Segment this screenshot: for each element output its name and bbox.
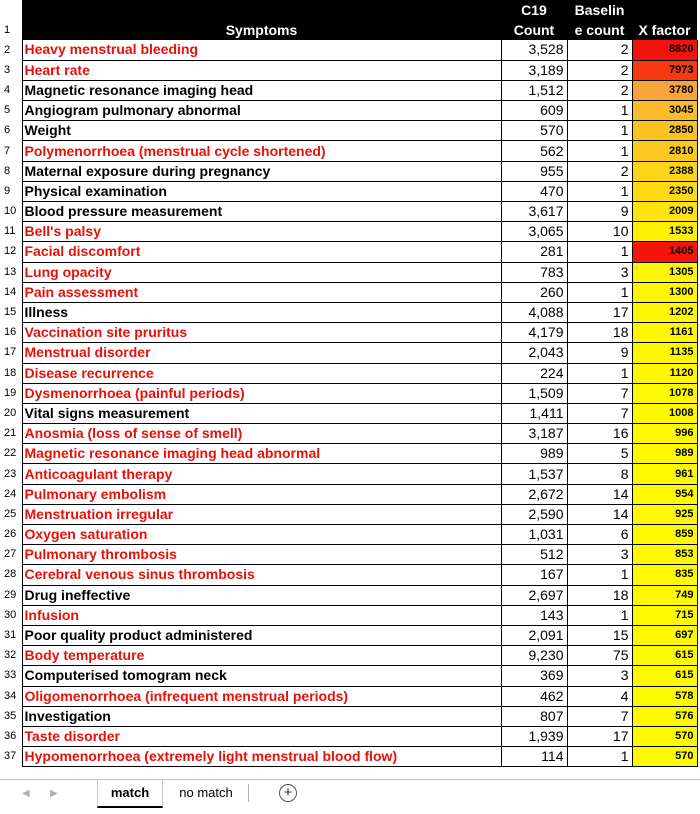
baseline-count-cell[interactable]: 1 (567, 747, 632, 767)
row-number[interactable]: 35 (4, 709, 17, 722)
xfactor-cell[interactable]: 3780 (632, 80, 697, 100)
baseline-count-cell[interactable]: 8 (567, 464, 632, 484)
symptom-cell[interactable]: Physical examination (22, 181, 501, 201)
xfactor-cell[interactable]: 570 (632, 747, 697, 767)
table-row (0, 625, 697, 645)
sheet-tab-bar (0, 779, 700, 814)
symptom-cell[interactable]: Dysmenorrhoea (painful periods) (22, 383, 501, 403)
symptom-cell[interactable]: Facial discomfort (22, 242, 501, 262)
symptom-cell[interactable]: Taste disorder (22, 726, 501, 746)
c19-count-cell[interactable]: 3,065 (501, 222, 567, 242)
c19-count-cell[interactable]: 143 (501, 605, 567, 625)
xfactor-cell[interactable]: 570 (632, 726, 697, 746)
header-c19-line2: Count (513, 22, 555, 38)
baseline-count-cell[interactable]: 3 (567, 666, 632, 686)
xfactor-cell[interactable]: 2810 (632, 141, 697, 161)
table-row (0, 101, 697, 121)
c19-count-cell[interactable]: 3,617 (501, 202, 567, 222)
baseline-count-cell[interactable]: 1 (567, 282, 632, 302)
header-baseline-line2: e count (574, 22, 625, 38)
symptom-cell[interactable]: Hypomenorrhoea (extremely light menstrual blood flow) (22, 747, 501, 767)
baseline-count-cell[interactable]: 18 (567, 585, 632, 605)
symptom-cell[interactable]: Vaccination site pruritus (22, 323, 501, 343)
baseline-count-cell[interactable]: 17 (567, 726, 632, 746)
row-number[interactable]: 12 (4, 245, 17, 258)
baseline-count-cell[interactable]: 1 (567, 121, 632, 141)
c19-count-cell[interactable]: 281 (501, 242, 567, 262)
row-number[interactable]: 28 (4, 568, 17, 581)
table-row (0, 80, 697, 100)
row-number[interactable]: 25 (4, 507, 17, 520)
baseline-count-cell[interactable]: 2 (567, 161, 632, 181)
symptom-cell[interactable]: Magnetic resonance imaging head abnormal (22, 444, 501, 464)
symptom-cell[interactable]: Polymenorrhoea (menstrual cycle shortened) (22, 141, 501, 161)
baseline-count-cell[interactable]: 6 (567, 525, 632, 545)
baseline-count-cell[interactable]: 18 (567, 323, 632, 343)
symptom-cell[interactable]: Computerised tomogram neck (22, 666, 501, 686)
baseline-count-cell[interactable]: 1 (567, 242, 632, 262)
table-row (0, 424, 697, 444)
table-row (0, 464, 697, 484)
row-number[interactable]: 16 (4, 326, 17, 339)
row-number[interactable]: 11 (4, 225, 16, 238)
c19-count-cell[interactable]: 114 (501, 747, 567, 767)
table-row (0, 383, 697, 403)
xfactor-cell[interactable]: 996 (632, 424, 697, 444)
row-number[interactable]: 8 (4, 164, 11, 177)
symptom-cell[interactable]: Infusion (22, 605, 501, 625)
baseline-count-cell[interactable]: 2 (567, 40, 632, 60)
c19-count-cell[interactable]: 9,230 (501, 646, 567, 666)
c19-count-cell[interactable]: 955 (501, 161, 567, 181)
symptom-cell[interactable]: Anosmia (loss of sense of smell) (22, 424, 501, 444)
baseline-count-cell[interactable]: 1 (567, 565, 632, 585)
baseline-count-cell[interactable]: 5 (567, 444, 632, 464)
c19-count-cell[interactable]: 3,187 (501, 424, 567, 444)
c19-count-cell[interactable]: 1,509 (501, 383, 567, 403)
xfactor-cell[interactable]: 1120 (632, 363, 697, 383)
c19-count-cell[interactable]: 4,179 (501, 323, 567, 343)
table-row (0, 706, 697, 726)
table-row (0, 121, 697, 141)
baseline-count-cell[interactable]: 17 (567, 302, 632, 322)
symptom-cell[interactable]: Angiogram pulmonary abnormal (22, 101, 501, 121)
row-number[interactable]: 24 (4, 487, 17, 500)
row-number[interactable]: 18 (4, 366, 17, 379)
baseline-count-cell[interactable]: 1 (567, 101, 632, 121)
table-row (0, 605, 697, 625)
symptom-cell[interactable]: Investigation (22, 706, 501, 726)
symptom-cell[interactable]: Cerebral venous sinus thrombosis (22, 565, 501, 585)
xfactor-cell[interactable]: 835 (632, 565, 697, 585)
table-row (0, 60, 697, 80)
symptom-cell[interactable]: Blood pressure measurement (22, 202, 501, 222)
symptom-cell[interactable]: Menstrual disorder (22, 343, 501, 363)
c19-count-cell[interactable]: 1,411 (501, 403, 567, 423)
c19-count-cell[interactable]: 1,939 (501, 726, 567, 746)
header-c19-line1: C19 (521, 2, 547, 18)
tab-no-match[interactable]: no match (179, 785, 233, 800)
symptom-cell[interactable]: Pain assessment (22, 282, 501, 302)
row-number[interactable]: 3 (4, 63, 11, 76)
c19-count-cell[interactable]: 2,043 (501, 343, 567, 363)
c19-count-cell[interactable]: 1,537 (501, 464, 567, 484)
row-number[interactable]: 4 (4, 83, 11, 96)
header-baseline-count[interactable] (567, 0, 632, 40)
symptom-cell[interactable]: Anticoagulant therapy (22, 464, 501, 484)
xfactor-cell[interactable]: 1300 (632, 282, 697, 302)
c19-count-cell[interactable]: 2,590 (501, 504, 567, 524)
row-number[interactable]: 13 (4, 265, 17, 278)
xfactor-cell[interactable]: 8820 (632, 40, 697, 60)
c19-count-cell[interactable]: 167 (501, 565, 567, 585)
table-row (0, 444, 697, 464)
c19-count-cell[interactable]: 462 (501, 686, 567, 706)
table-row (0, 40, 697, 60)
xfactor-cell[interactable]: 615 (632, 666, 697, 686)
symptom-cell[interactable]: Drug ineffective (22, 585, 501, 605)
xfactor-cell[interactable]: 2350 (632, 181, 697, 201)
table-row (0, 262, 697, 282)
c19-count-cell[interactable]: 570 (501, 121, 567, 141)
prev-sheet-arrow-icon[interactable]: ◀ (22, 788, 30, 799)
row-number[interactable]: 17 (4, 346, 17, 359)
baseline-count-cell[interactable]: 14 (567, 504, 632, 524)
row-number[interactable]: 19 (4, 386, 17, 399)
baseline-count-cell[interactable]: 10 (567, 222, 632, 242)
xfactor-cell[interactable]: 1405 (632, 242, 697, 262)
c19-count-cell[interactable]: 562 (501, 141, 567, 161)
xfactor-cell[interactable]: 2388 (632, 161, 697, 181)
baseline-count-cell[interactable]: 75 (567, 646, 632, 666)
row-number[interactable]: 1 (0, 0, 22, 40)
c19-count-cell[interactable]: 783 (501, 262, 567, 282)
row-number[interactable]: 30 (4, 608, 17, 621)
baseline-count-cell[interactable]: 7 (567, 403, 632, 423)
row-number[interactable]: 32 (4, 649, 17, 662)
row-number[interactable]: 15 (4, 306, 17, 319)
row-number[interactable]: 10 (4, 205, 17, 218)
row-number[interactable]: 34 (4, 689, 17, 702)
row-number[interactable]: 9 (4, 184, 11, 197)
row-number[interactable]: 5 (4, 104, 11, 117)
c19-count-cell[interactable]: 2,672 (501, 484, 567, 504)
table-row (0, 181, 697, 201)
xfactor-cell[interactable]: 697 (632, 625, 697, 645)
add-sheet-plus-icon[interactable]: + (279, 784, 297, 802)
table-row (0, 686, 697, 706)
c19-count-cell[interactable]: 2,091 (501, 625, 567, 645)
xfactor-cell[interactable]: 1533 (632, 222, 697, 242)
symptom-cell[interactable]: Poor quality product administered (22, 625, 501, 645)
symptom-cell[interactable]: Body temperature (22, 646, 501, 666)
xfactor-cell[interactable]: 715 (632, 605, 697, 625)
xfactor-cell[interactable]: 1161 (632, 323, 697, 343)
table-row (0, 585, 697, 605)
header-baseline-line1: Baselin (574, 2, 625, 18)
symptom-cell[interactable]: Pulmonary embolism (22, 484, 501, 504)
c19-count-cell[interactable]: 1,512 (501, 80, 567, 100)
symptom-cell[interactable]: Menstruation irregular (22, 504, 501, 524)
table-row (0, 202, 697, 222)
row-number[interactable]: 26 (4, 528, 17, 541)
symptom-cell[interactable]: Weight (22, 121, 501, 141)
table-row (0, 141, 697, 161)
baseline-count-cell[interactable]: 16 (567, 424, 632, 444)
tab-match[interactable]: match (97, 780, 163, 808)
symptom-cell[interactable]: Lung opacity (22, 262, 501, 282)
xfactor-cell[interactable]: 954 (632, 484, 697, 504)
c19-count-cell[interactable]: 470 (501, 181, 567, 201)
table-row (0, 545, 697, 565)
c19-count-cell[interactable]: 4,088 (501, 302, 567, 322)
symptom-cell[interactable]: Oligomenorrhoea (infrequent menstrual periods) (22, 686, 501, 706)
table-row (0, 726, 697, 746)
baseline-count-cell[interactable]: 15 (567, 625, 632, 645)
baseline-count-cell[interactable]: 2 (567, 80, 632, 100)
xfactor-cell[interactable]: 859 (632, 525, 697, 545)
baseline-count-cell[interactable]: 7 (567, 383, 632, 403)
xfactor-cell[interactable]: 1078 (632, 383, 697, 403)
row-number[interactable]: 37 (4, 750, 17, 763)
symptom-cell[interactable]: Oxygen saturation (22, 525, 501, 545)
header-xfactor[interactable]: X factor (632, 0, 697, 40)
xfactor-cell[interactable]: 2009 (632, 202, 697, 222)
symptom-cell[interactable]: Disease recurrence (22, 363, 501, 383)
symptom-cell[interactable]: Maternal exposure during pregnancy (22, 161, 501, 181)
next-sheet-arrow-icon[interactable]: ▶ (50, 788, 58, 799)
table-row (0, 343, 697, 363)
table-row (0, 565, 697, 585)
row-number[interactable]: 21 (4, 427, 17, 440)
table-row (0, 525, 697, 545)
table-row (0, 646, 697, 666)
baseline-count-cell[interactable]: 3 (567, 545, 632, 565)
c19-count-cell[interactable]: 3,189 (501, 60, 567, 80)
table-body (0, 40, 697, 767)
row-number[interactable]: 36 (4, 729, 17, 742)
symptom-cell[interactable]: Vital signs measurement (22, 403, 501, 423)
xfactor-cell[interactable]: 578 (632, 686, 697, 706)
symptom-cell[interactable]: Heavy menstrual bleeding (22, 40, 501, 60)
table-row (0, 161, 697, 181)
c19-count-cell[interactable]: 807 (501, 706, 567, 726)
baseline-count-cell[interactable]: 1 (567, 605, 632, 625)
c19-count-cell[interactable]: 369 (501, 666, 567, 686)
symptom-cell[interactable]: Bell's palsy (22, 222, 501, 242)
row-number[interactable]: 31 (4, 629, 17, 642)
row-number[interactable]: 29 (4, 588, 17, 601)
table-row (0, 302, 697, 322)
row-number[interactable]: 27 (4, 548, 17, 561)
c19-count-cell[interactable]: 989 (501, 444, 567, 464)
header-row (0, 0, 697, 40)
c19-count-cell[interactable]: 609 (501, 101, 567, 121)
xfactor-cell[interactable]: 961 (632, 464, 697, 484)
c19-count-cell[interactable]: 512 (501, 545, 567, 565)
row-number[interactable]: 14 (4, 285, 17, 298)
row-number[interactable]: 33 (4, 669, 17, 682)
table-row (0, 363, 697, 383)
row-number[interactable]: 6 (4, 124, 11, 137)
xfactor-cell[interactable]: 853 (632, 545, 697, 565)
c19-count-cell[interactable]: 1,031 (501, 525, 567, 545)
baseline-count-cell[interactable]: 1 (567, 141, 632, 161)
xfactor-cell[interactable]: 3045 (632, 101, 697, 121)
symptom-cell[interactable]: Heart rate (22, 60, 501, 80)
baseline-count-cell[interactable]: 1 (567, 363, 632, 383)
xfactor-cell[interactable]: 2850 (632, 121, 697, 141)
table-row (0, 747, 697, 767)
header-symptoms[interactable]: Symptoms (22, 0, 501, 40)
c19-count-cell[interactable]: 224 (501, 363, 567, 383)
c19-count-cell[interactable]: 2,697 (501, 585, 567, 605)
row-number[interactable]: 23 (4, 467, 17, 480)
xfactor-cell[interactable]: 576 (632, 706, 697, 726)
baseline-count-cell[interactable]: 1 (567, 181, 632, 201)
baseline-count-cell[interactable]: 9 (567, 202, 632, 222)
table-row (0, 282, 697, 302)
xfactor-cell[interactable]: 925 (632, 504, 697, 524)
c19-count-cell[interactable]: 3,528 (501, 40, 567, 60)
symptom-cell[interactable]: Illness (22, 302, 501, 322)
baseline-count-cell[interactable]: 9 (567, 343, 632, 363)
xfactor-cell[interactable]: 7973 (632, 60, 697, 80)
xfactor-cell[interactable]: 749 (632, 585, 697, 605)
row-number[interactable]: 7 (4, 144, 11, 157)
xfactor-cell[interactable]: 1305 (632, 262, 697, 282)
row-number[interactable]: 2 (4, 43, 11, 56)
xfactor-cell[interactable]: 1008 (632, 403, 697, 423)
symptom-cell[interactable]: Pulmonary thrombosis (22, 545, 501, 565)
table-row (0, 666, 697, 686)
baseline-count-cell[interactable]: 4 (567, 686, 632, 706)
c19-count-cell[interactable]: 260 (501, 282, 567, 302)
baseline-count-cell[interactable]: 7 (567, 706, 632, 726)
xfactor-cell[interactable]: 1202 (632, 302, 697, 322)
tab-divider (248, 784, 249, 802)
xfactor-cell[interactable]: 1135 (632, 343, 697, 363)
baseline-count-cell[interactable]: 3 (567, 262, 632, 282)
symptom-cell[interactable]: Magnetic resonance imaging head (22, 80, 501, 100)
table-row (0, 504, 697, 524)
table-row (0, 323, 697, 343)
table-row (0, 242, 697, 262)
xfactor-cell[interactable]: 989 (632, 444, 697, 464)
row-number[interactable]: 20 (4, 406, 17, 419)
header-c19-count[interactable] (501, 0, 567, 40)
baseline-count-cell[interactable]: 14 (567, 484, 632, 504)
table-row (0, 484, 697, 504)
row-number[interactable]: 22 (4, 447, 17, 460)
baseline-count-cell[interactable]: 2 (567, 60, 632, 80)
xfactor-cell[interactable]: 615 (632, 646, 697, 666)
table-row (0, 222, 697, 242)
table-row (0, 403, 697, 423)
